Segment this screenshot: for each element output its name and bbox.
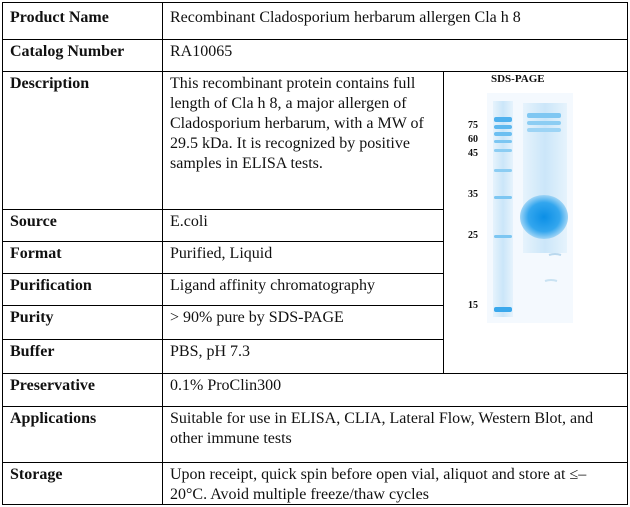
- ladder-band: [494, 125, 512, 129]
- label-format: Format: [10, 245, 62, 262]
- marker-label: 60: [468, 134, 478, 145]
- column-divider: [443, 71, 444, 373]
- ladder-band: [494, 235, 512, 238]
- faint-smear: [545, 280, 557, 281]
- marker-label: 35: [468, 189, 478, 200]
- ladder-band: [494, 169, 512, 172]
- ladder-band: [494, 196, 512, 199]
- marker-label: 15: [468, 300, 478, 311]
- value-format: Purified, Liquid: [170, 245, 273, 262]
- ladder-band: [494, 307, 512, 312]
- value-source: E.coli: [170, 213, 208, 230]
- value-description: This recombinant protein contains full length of Cla h 8, a major allergen of Cladosporium herbarum, with a MW of 29.5 kDa. It is recognized by positive samples in ELISA tests.: [170, 75, 424, 172]
- marker-label: 45: [468, 148, 478, 159]
- label-product-name: Product Name: [10, 9, 109, 26]
- label-purification: Purification: [10, 277, 92, 294]
- marker-label: 25: [468, 230, 478, 241]
- ladder-band: [494, 117, 512, 122]
- value-product-name: Recombinant Cladosporium herbarum allergen Cla h 8: [170, 9, 521, 26]
- value-purification: Ligand affinity chromatography: [170, 277, 375, 294]
- label-catalog-number: Catalog Number: [10, 43, 125, 60]
- label-source: Source: [10, 213, 57, 230]
- value-storage: Upon receipt, quick spin before open vial, aliquot and store at ≤–20°C. Avoid multiple freeze/thaw cycles: [170, 466, 587, 503]
- value-purity: > 90% pure by SDS-PAGE: [170, 309, 344, 326]
- value-catalog-number: RA10065: [170, 43, 233, 60]
- marker-label: 75: [468, 120, 478, 131]
- label-preservative: Preservative: [10, 377, 95, 394]
- faint-smear: [549, 254, 561, 255]
- sample-band: [527, 128, 561, 132]
- ladder-band: [494, 132, 512, 136]
- value-applications: Suitable for use in ELISA, CLIA, Lateral Flow, Western Blot, and other immune tests: [170, 410, 594, 447]
- gel-title: SDS-PAGE: [491, 73, 545, 85]
- label-buffer: Buffer: [10, 343, 55, 360]
- value-buffer: PBS, pH 7.3: [170, 343, 251, 360]
- sample-band: [527, 121, 561, 125]
- value-preservative: 0.1% ProClin300: [170, 377, 282, 394]
- product-spec-sheet: [2, 2, 628, 505]
- label-description: Description: [10, 75, 90, 92]
- main-protein-band: [520, 195, 568, 239]
- label-purity: Purity: [10, 309, 54, 326]
- label-storage: Storage: [10, 466, 63, 483]
- label-applications: Applications: [10, 410, 97, 427]
- gel-image: [487, 93, 573, 323]
- sample-band: [527, 113, 561, 118]
- ladder-band: [494, 140, 512, 143]
- ladder-band: [494, 149, 512, 152]
